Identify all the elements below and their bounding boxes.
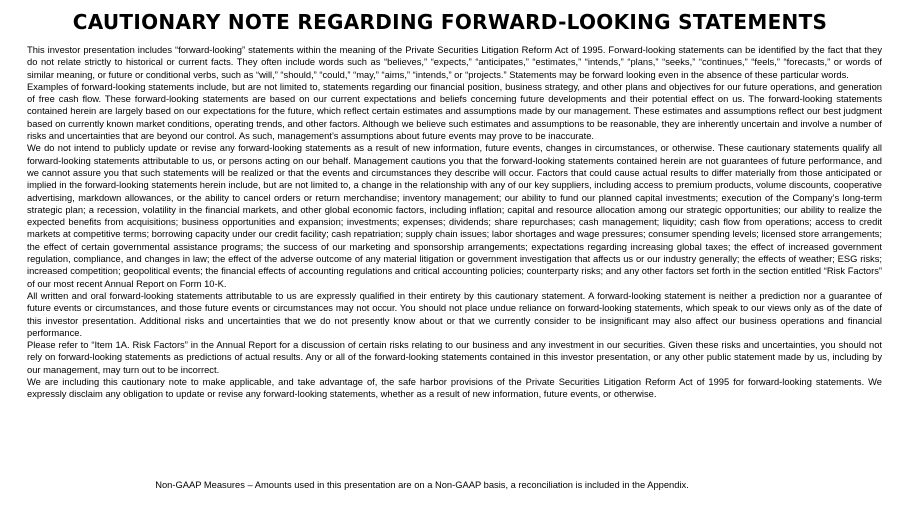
page-title: CAUTIONARY NOTE REGARDING FORWARD-LOOKING STATEMENTS (72, 10, 828, 34)
disclaimer-body (27, 44, 882, 401)
paragraph-qualification: All written and oral forward-looking statements attributable to us are expressly qualified in their entirety by this cautionary statement. A forward-looking statement is neither a prediction nor a guarantee of future events or circumstances, and those future events or circumstances may not occur. You should not place undue reliance on forward-looking statements, which speak to our views only as of the date of this investor presentation. Additional risks and uncertainties that we do not presently know about or that we currently consider to be insignificant may also affect our business operations and financial performance. (27, 290, 882, 338)
paragraph-safe-harbor: We are including this cautionary note to make applicable, and take advantage of, the safe harbor provisions of the Private Securities Litigation Reform Act of 1995 for forward-looking statements. We expressly disclaim any obligation to update or revise any forward-looking statements, whether as a result of new information, future events, or otherwise. (27, 377, 882, 400)
paragraph-risk-factors: We do not intend to publicly update or revise any forward-looking statements as a result of new information, future events, changes in circumstances, or otherwise. These cautionary statements qualify all forward-looking statements attributable to us, or persons acting on our behalf. Management cautions you that the forward-looking statements contained herein are not guarantees of future performance, and we cannot assure you that such statements will be realized or that the events and circumstances they describe will occur. Factors that could cause actual results to differ materially from those anticipated or implied in the forward-looking statements herein include, but are not limited to, a change in the relationship with any of our key suppliers, including access to premium products, volume discounts, cooperative advertising, markdown allowances, or the ability to cancel orders or return merchandise; inventory management; our ability to fund our planned capital investments; execution of the Company’s long-term strategic plan; a recession, volatility in the financial markets, and other global economic factors, including inflation; capital and resource allocation among our strategic opportunities; our ability to realize the expected benefits from acquisitions; business opportunities and expansion; investments; expenses; dividends; share repurchases; cash management; liquidity; cash flow from operations; access to credit markets at competitive terms; borrowing capacity under our credit facility; cash repatriation; supply chain issues; labor shortages and wage pressures; consumer spending levels; licensed store arrangements; the effect of certain governmental assistance programs; the success of our marketing and sponsorship arrangements; expectations regarding increasing global taxes; the effect of increased government regulation, compliance, and changes in law; the effect of the adverse outcome of any material litigation or government investigation that affects us or our industry generally; the effects of weather; ESG risks; increased competition; geopolitical events; the financial effects of accounting regulations and critical accounting policies; counterparty risks; and any other factors set forth in the section entitled “Risk Factors” of our most recent Annual Report on Form 10-K. (27, 143, 882, 289)
non-gaap-footnote: Non-GAAP Measures – Amounts used in this presentation are on a Non-GAAP basis, a reconciliation is included in the Appendix. (155, 480, 689, 490)
paragraph-examples: Examples of forward-looking statements include, but are not limited to, statements regarding our financial position, business strategy, and other plans and objectives for our future operations, and generation of free cash flow. These forward-looking statements are based on our current expectations and beliefs concerning future developments and their potential effect on us. The forward-looking statements contained herein are largely based on our expectations for the future, which reflect certain estimates and assumptions made by our management. These estimates and assumptions reflect our best judgment based on currently known market conditions, operating trends, and other factors. Although we believe such estimates and assumptions to be reasonable, they are inherently uncertain and involve a number of risks and uncertainties that are beyond our control. As such, management’s assumptions about future events may prove to be inaccurate. (27, 81, 882, 142)
paragraph-forward-looking-definition: This investor presentation includes “forward-looking” statements within the meaning of the Private Securities Litigation Reform Act of 1995. Forward-looking statements can be identified by the fact that they do not relate strictly to historical or current facts. They often include words such as “believes,” “expects,” “anticipates,” “estimates,” “intends,” “plans,” “seeks,” “continues,” “feels,” “forecasts,” or words of similar meaning, or future or conditional verbs, such as “will,” “should,” “could,” “may,” “aims,” “intends,” or “projects.” Statements may be forward looking even in the absence of these particular words. (27, 45, 882, 80)
paragraph-annual-report-reference: Please refer to “Item 1A. Risk Factors” in the Annual Report for a discussion of certain risks relating to our business and any investment in our securities. Given these risks and uncertainties, you should not rely on forward-looking statements as predictions of actual results. Any or all of the forward-looking statements contained in this investor presentation, or any other public statement made by us, including by our management, may turn out to be incorrect. (27, 340, 882, 375)
